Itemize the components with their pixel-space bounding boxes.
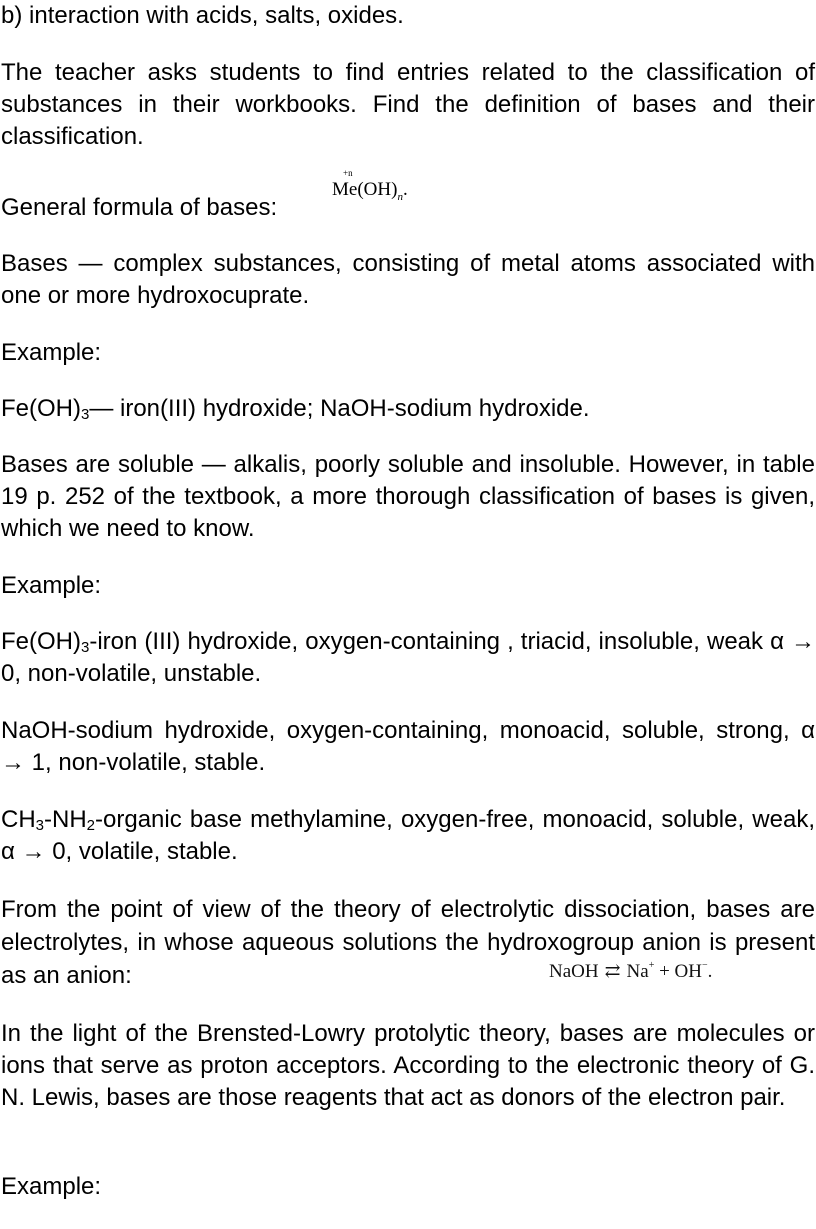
paragraph-interaction: b) interaction with acids, salts, oxides. bbox=[1, 2, 404, 29]
paragraph-example-label-3: Example: bbox=[1, 1173, 102, 1200]
paragraph-sodium-hydroxide-classification: NaOH-sodium hydroxide, oxygen-containing, monoacid, soluble, strong, α → 1, non-volatile, stable. bbox=[1, 717, 815, 776]
paragraph-example-iron-sodium bbox=[1, 393, 815, 425]
paragraph-iron-hydroxide-classification bbox=[1, 626, 815, 690]
paragraph-brensted-lewis: In the light of the Brensted-Lowry protolytic theory, bases are molecules or ions that serve as proton acceptors. According to the electronic theory of G. N. Lewis, bases are those reagents that act as donors of the electron pair. bbox=[1, 1020, 815, 1111]
formula-fe-oh: Fe(OH) bbox=[1, 395, 81, 422]
classification-text: -iron (III) hydroxide, oxygen-containing , triacid, insoluble, weak α → 0, non-volatile, unstable. bbox=[1, 628, 815, 687]
paragraph-example-label-2: Example: bbox=[1, 572, 102, 599]
paragraph-bases-solubility: Bases are soluble — alkalis, poorly soluble and insoluble. However, in table 19 p. 252 of the textbook, a more thorough classification of bases is given, which we need to know. bbox=[1, 451, 815, 542]
paragraph-general-formula-label: General formula of bases: bbox=[1, 194, 278, 221]
paragraph-example-label-1: Example: bbox=[1, 339, 102, 366]
formula-fe-oh: Fe(OH) bbox=[1, 628, 81, 655]
classification-text: -organic base methylamine, oxygen-free, monoacid, soluble, weak, α → 0, volatile, stable. bbox=[1, 806, 815, 865]
formula-nh: -NH bbox=[44, 806, 87, 833]
formula-subscript: 3 bbox=[81, 639, 90, 656]
paragraph-teacher-task: The teacher asks students to find entries related to the classification of substances in their workbooks. Find the definition of bases and their classification. bbox=[1, 59, 815, 150]
formula-subscript: 3 bbox=[81, 406, 90, 423]
example-text: — iron(III) hydroxide; NaOH-sodium hydroxide. bbox=[89, 395, 590, 422]
dissociation-equation: NaOH ⇄ Na+ + OH−. bbox=[549, 960, 713, 982]
formula-subscript: 2 bbox=[86, 817, 96, 834]
formula-ch: CH bbox=[1, 806, 36, 833]
general-formula-bases: Me +n $(OH)_n$. bbox=[332, 168, 408, 203]
paragraph-bases-definition: Bases — complex substances, consisting of metal atoms associated with one or more hydroxocuprate. bbox=[1, 250, 815, 309]
formula-subscript: 3 bbox=[35, 817, 45, 834]
paragraph-methylamine-classification bbox=[1, 804, 815, 868]
paragraph-electrolytic-dissociation: From the point of view of the theory of electrolytic dissociation, bases are electrolytes, in whose aqueous solutions the hydroxogroup anion is present as an anion: bbox=[1, 896, 815, 989]
